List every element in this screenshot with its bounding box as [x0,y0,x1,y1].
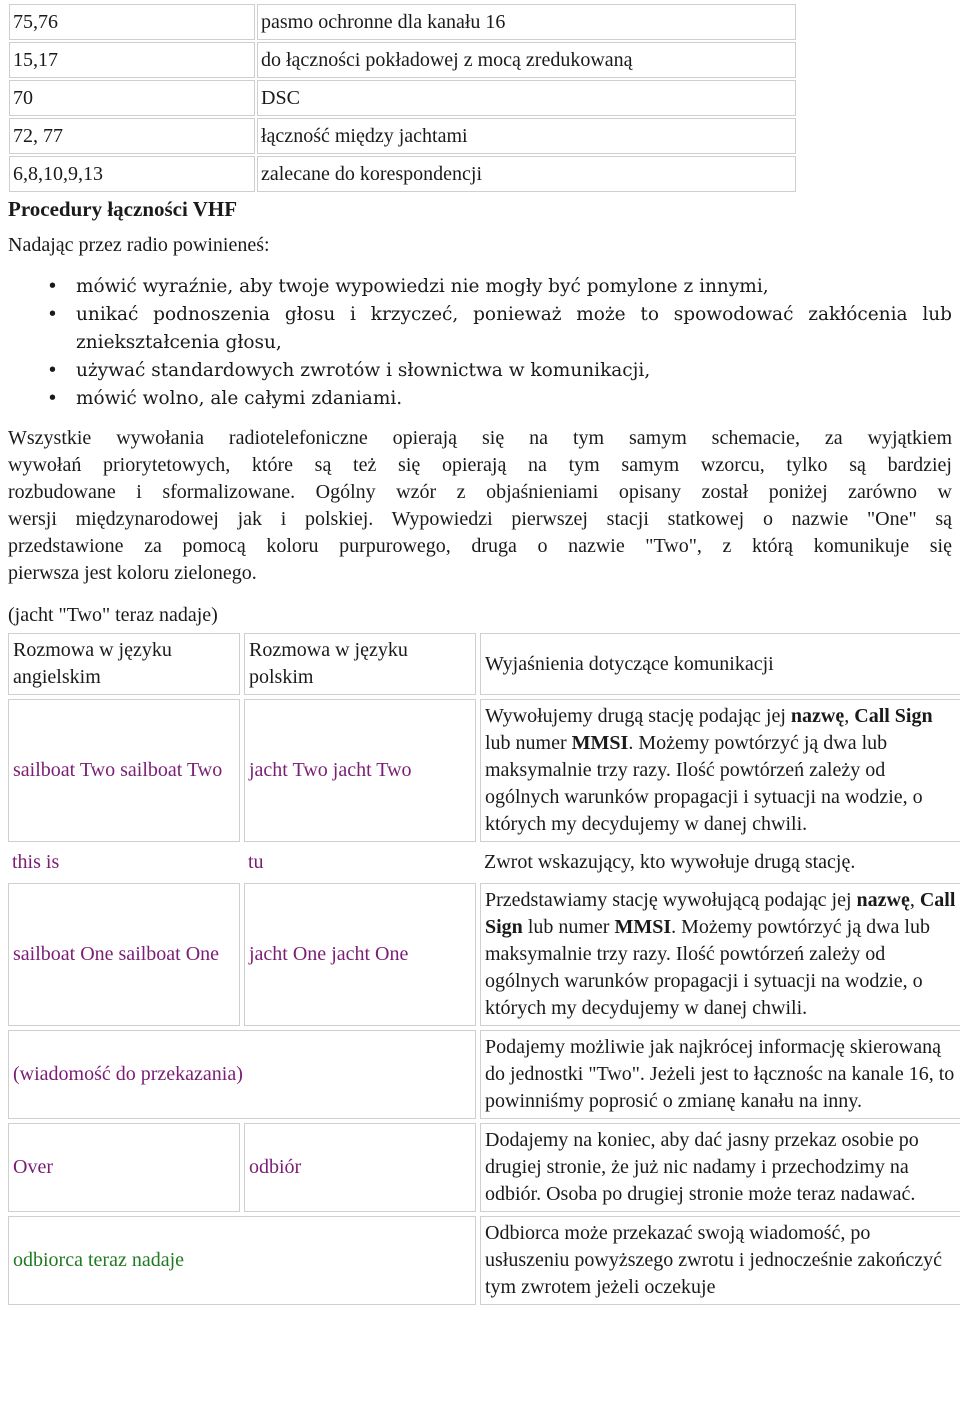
channel-number: 72, 77 [9,118,255,154]
paragraph-line: wersji międzynarodowej jak i polskiej. Wypowiedzi pierwszej stacji statkowej o nazwie "One" są [8,508,952,530]
recipient-transmits: odbiorca teraz nadaje [8,1216,476,1305]
paragraph-line: przedstawione za pomocą koloru purpurowego, druga o nazwie "Two", z którą komunikuje się [8,535,952,557]
message-placeholder: (wiadomość do przekazania) [8,1030,476,1119]
explanation-bold: MMSI [571,732,629,754]
english-phrase: sailboat Two sailboat Two [8,699,240,842]
channel-number: 6,8,10,9,13 [9,156,255,192]
paragraph-line: Wszystkie wywołania radiotelefoniczne opierają się na tym samym schemacie, za wyjątkiem [8,427,952,449]
table-header-row [8,633,960,695]
table-row [8,1030,960,1119]
bullet-icon: • [47,388,58,409]
channel-table [7,2,798,194]
explanation: Dodajemy na koniec, aby dać jasny przekaz osobie po drugiej stronie, że już nic nadamy i przechodzimy na odbiór. Osoba po drugiej stronie może teraz nadawać. [480,1123,960,1212]
explanation-text: Przedstawiamy stację wywołującą podając jej [485,889,857,911]
table-row [9,156,796,192]
explanation [480,883,960,1026]
transmit-note: (jacht "Two" teraz nadaje) [8,604,218,626]
explanation-bold: nazwę [790,705,845,727]
paragraph-line: wywołań priorytetowych, które są też się opierają na tym samym wzorcu, tylko są bardziej [8,454,952,476]
list-item [6,273,952,301]
explanation-bold: Call Sign [485,889,956,938]
channel-description: pasmo ochronne dla kanału 16 [257,4,796,40]
section-title: Procedury łączności VHF [8,197,238,221]
channel-description: łączność między jachtami [257,118,796,154]
table-row [8,1216,960,1305]
table-row [9,42,796,78]
list-item-text: używać standardowych zwrotów i słownictwa w komunikacji, [76,360,651,381]
channel-description: zalecane do korespondencji [257,156,796,192]
list-item-text: mówić wyraźnie, aby twoje wypowiedzi nie mogły być pomylone z innymi, [76,276,769,297]
body-paragraph [8,425,952,587]
bullet-icon: • [47,360,58,381]
explanation-text: lub numer [485,732,572,754]
channel-number: 70 [9,80,255,116]
polish-phrase: odbiór [244,1123,476,1212]
paragraph-line: pierwsza jest koloru zielonego. [8,562,257,584]
list-item [6,357,952,385]
channel-number: 15,17 [9,42,255,78]
channel-description: DSC [257,80,796,116]
table-row [9,80,796,116]
list-item [6,385,952,413]
explanation: Podajemy możliwie jak najkrócej informację skierowaną do jednostki "Two". Jeżeli jest to łącznośc na kanale 16, to powinniśmy poprosić o zmianę kanału na inny. [480,1030,960,1119]
explanation-text: . Możemy powtórzyć ją dwa lub maksymalnie trzy razy. Ilość powtórzeń zależy od ogólnych warunków propagacji i sytuacji na wodzie, o których my decydujemy w danej chwili. [485,732,923,835]
explanation: Zwrot wskazujący, kto wywołuje drugą stację. [484,851,856,873]
explanation: Odbiorca może przekazać swoją wiadomość, po usłuszeniu powyższego zwrotu i jednocześnie zakończyć tym zwrotem jeżeli oczekuje [480,1216,960,1305]
table-row [8,1123,960,1212]
english-phrase: sailboat One sailboat One [8,883,240,1026]
channel-description: do łączności pokładowej z mocą zredukowaną [257,42,796,78]
explanation [480,699,960,842]
explanation-text: , [844,705,855,727]
bullet-icon: • [47,304,58,325]
table-row [9,118,796,154]
bullet-icon: • [47,276,58,297]
english-phrase: this is [12,851,60,873]
polish-phrase: jacht One jacht One [244,883,476,1026]
header-english: Rozmowa w języku angielskim [8,633,240,695]
explanation-text: lub numer [522,916,615,938]
explanation-bold: MMSI [614,916,672,938]
explanation-text: Wywołujemy drugą stację podając jej [485,705,791,727]
explanation-text: . Możemy powtórzyć ją dwa lub maksymalnie trzy razy. Ilość powtórzeń zależy od ogólnych warunków propagacji i sytuacji na wodzie, o których my decydujemy w danej chwili. [485,916,930,1019]
document-page [0,2,960,1309]
english-phrase: Over [8,1123,240,1212]
list-item-text: mówić wolno, ale całymi zdaniami. [76,388,403,409]
intro-text: Nadając przez radio powinieneś: [8,234,270,256]
header-polish: Rozmowa w języku polskim [244,633,476,695]
table-row [8,699,960,842]
explanation-bold: nazwę [856,889,910,911]
channel-number: 75,76 [9,4,255,40]
table-row [9,4,796,40]
paragraph-line: rozbudowane i sformalizowane. Ogólny wzór z objaśnieniami opisany został poniżej zarówno w [8,481,952,503]
bullet-list [6,273,954,413]
table-row [8,883,960,1026]
conversation-table [4,629,960,1309]
explanation-bold: Call Sign [854,705,933,727]
polish-phrase: jacht Two jacht Two [244,699,476,842]
header-explanation: Wyjaśnienia dotyczące komunikacji [480,633,960,695]
polish-phrase: tu [248,851,264,873]
list-item-text: unikać podnoszenia głosu i krzyczeć, ponieważ może to spowodować zakłócenia lub zniekształcenia głosu, [76,304,952,353]
list-item [6,301,952,357]
explanation-text: , [909,889,920,911]
table-row [8,846,960,879]
